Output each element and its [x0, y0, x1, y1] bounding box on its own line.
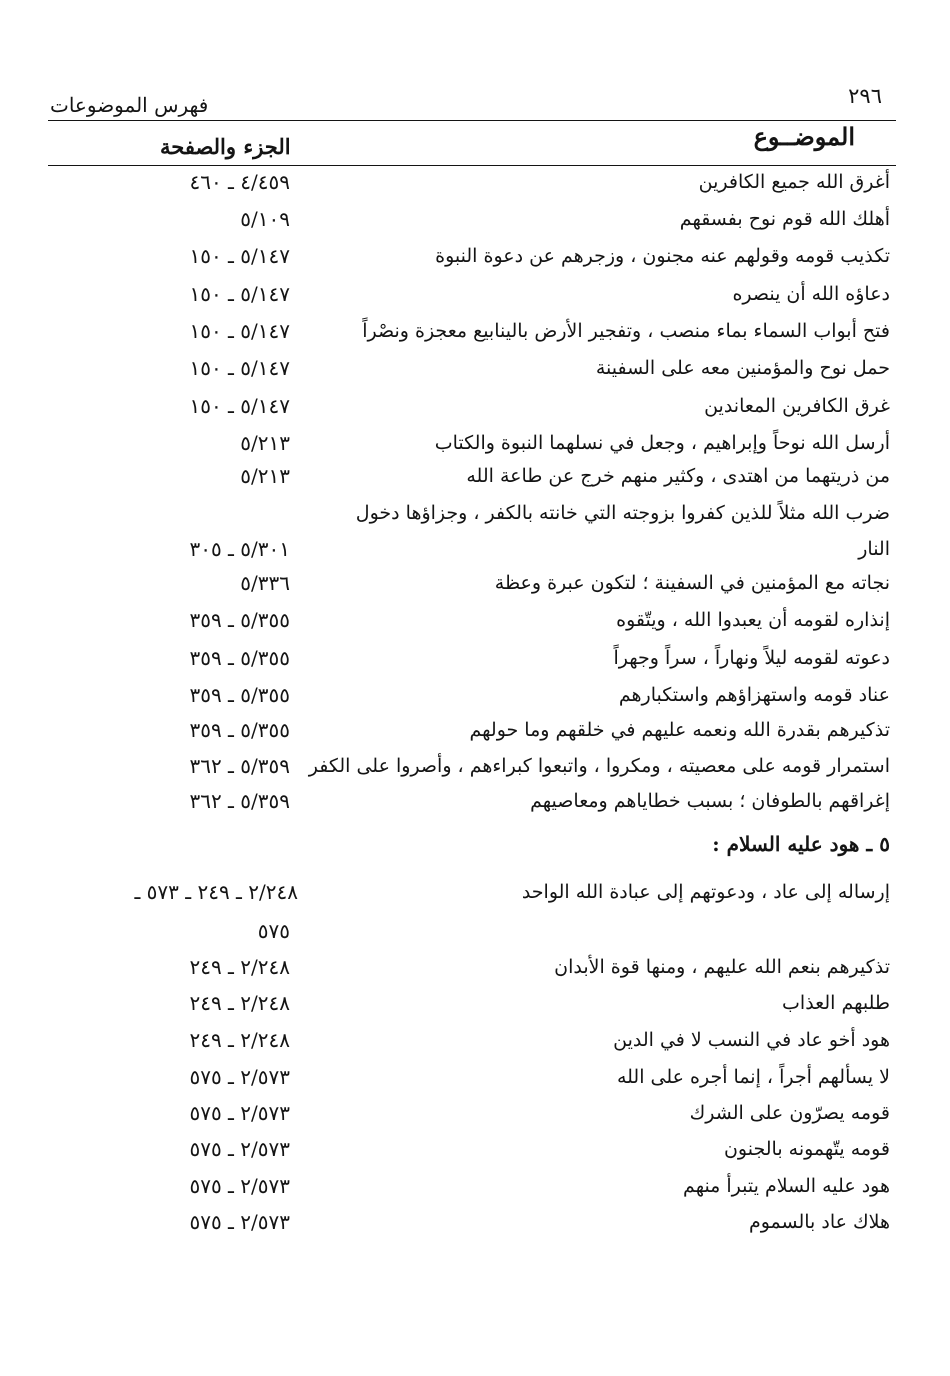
index-ref: ٥/١٤٧ ـ ١٥٠ [189, 319, 290, 343]
running-title: فهرس الموضوعات [50, 93, 209, 117]
index-row [0, 392, 950, 430]
index-ref: ٤/٤٥٩ ـ ٤٦٠ [189, 170, 290, 194]
index-row [0, 242, 950, 280]
index-topic: أغرق الله جميع الكافرين [698, 171, 890, 193]
index-topic: أهلك الله قوم نوح بفسقهم [679, 208, 890, 230]
index-row [0, 535, 950, 573]
index-row [0, 1026, 950, 1064]
index-ref: ٥/١٤٧ ـ ١٥٠ [189, 282, 290, 306]
index-topic: دعاؤه الله أن ينصره [732, 283, 890, 305]
index-ref: ٥/٣٥٥ ـ ٣٥٩ [189, 646, 290, 670]
index-ref: ٢/٢٤٨ ـ ٢٤٩ [189, 991, 290, 1015]
index-ref: ٢/٢٤٨ ـ ٢٤٩ [189, 1028, 290, 1052]
index-row [0, 1135, 950, 1173]
index-row [0, 681, 950, 719]
index-topic: نجاته مع المؤمنين في السفينة ؛ لتكون عبرة وعظة [494, 572, 890, 594]
index-row [0, 878, 950, 916]
index-topic: عناد قومه واستهزاؤهم واستكبارهم [618, 684, 890, 706]
index-topic: من ذريتهما من اهتدى ، وكثير منهم خرج عن طاعة الله [466, 465, 890, 487]
column-header-ref: الجزء والصفحة [160, 134, 291, 159]
index-topic: تكذيب قومه وقولهم عنه مجنون ، وزجرهم عن دعوة النبوة [435, 245, 890, 267]
index-topic: لا يسألهم أجراً ، إنما أجره على الله [616, 1066, 890, 1088]
index-ref: ٢/٥٧٣ ـ ٥٧٥ [189, 1065, 290, 1089]
index-topic: طلبهم العذاب [782, 992, 890, 1014]
index-ref: ٢/٢٤٨ ـ ٢٤٩ [189, 955, 290, 979]
index-ref: ٥/٣٥٩ ـ ٣٦٢ [189, 754, 290, 778]
index-topic: النار [858, 538, 890, 560]
header-rule [48, 120, 896, 121]
column-header-topic: الموضــوع [753, 122, 855, 151]
index-topic: فتح أبواب السماء بماء منصب ، وتفجير الأرض بالينابيع معجزة ونصْراً [362, 320, 890, 342]
index-ref: ٢/٥٧٣ ـ ٥٧٥ [189, 1101, 290, 1125]
index-ref: ٥/٣٣٦ [240, 571, 290, 595]
index-ref: ٢/٥٧٣ ـ ٥٧٥ [189, 1210, 290, 1234]
index-row [0, 280, 950, 318]
index-ref: ٢/٢٤٨ ـ ٢٤٩ ـ ٥٧٣ ـ [134, 880, 298, 904]
index-ref-continuation: ٥٧٥ [257, 919, 290, 943]
index-row [0, 317, 950, 355]
index-ref: ٢/٥٧٣ ـ ٥٧٥ [189, 1137, 290, 1161]
index-row [0, 787, 950, 825]
index-row [0, 953, 950, 991]
index-topic: هلاك عاد بالسموم [748, 1211, 890, 1233]
index-topic: أرسل الله نوحاً وإبراهيم ، وجعل في نسلهما النبوة والكتاب [434, 432, 890, 454]
index-row [0, 569, 950, 607]
index-topic: إنذاره لقومه أن يعبدوا الله ، ويتّقوه [616, 609, 890, 631]
index-row [0, 1063, 950, 1101]
index-topic: غرق الكافرين المعاندين [704, 395, 890, 417]
index-ref: ٥/١٤٧ ـ ١٥٠ [189, 244, 290, 268]
index-ref: ٥/٢١٣ [240, 431, 290, 455]
column-header-rule [48, 165, 896, 166]
index-topic: تذكيرهم بقدرة الله ونعمه عليهم في خلقهم وما حولهم [469, 719, 890, 741]
index-row [0, 462, 950, 500]
index-topic: تذكيرهم بنعم الله عليهم ، ومنها قوة الأبدان [554, 956, 890, 978]
index-row [0, 354, 950, 392]
index-topic: إغراقهم بالطوفان ؛ بسبب خطاياهم ومعاصيهم [530, 790, 890, 812]
index-topic: استمرار قومه على معصيته ، ومكروا ، واتبعوا كبراءهم ، وأصروا على الكفر [308, 755, 890, 777]
index-ref: ٥/٣٥٥ ـ ٣٥٩ [189, 683, 290, 707]
index-row [0, 499, 950, 537]
index-row [0, 989, 950, 1027]
index-topic: قومه يصرّون على الشرك [689, 1102, 890, 1124]
index-row [0, 716, 950, 754]
index-ref: ٥/٣٥٥ ـ ٣٥٩ [189, 718, 290, 742]
index-ref: ٥/١٠٩ [240, 207, 290, 231]
index-row [0, 168, 950, 206]
index-ref: ٥/٣٥٩ ـ ٣٦٢ [189, 789, 290, 813]
index-topic: ضرب الله مثلاً للذين كفروا بزوجته التي خانته بالكفر ، وجزاؤها دخول [355, 502, 890, 524]
index-row [0, 1099, 950, 1137]
index-ref: ٥/٣٥٥ ـ ٣٥٩ [189, 608, 290, 632]
index-ref: ٢/٥٧٣ ـ ٥٧٥ [189, 1174, 290, 1198]
index-topic: إرساله إلى عاد ، ودعوتهم إلى عبادة الله الواحد [521, 881, 890, 903]
index-topic: هود أخو عاد في النسب لا في الدين [613, 1029, 890, 1051]
index-topic: دعوته لقومه ليلاً ونهاراً ، سراً وجهراً [613, 647, 890, 669]
index-ref: ٥/٣٠١ ـ ٣٠٥ [189, 537, 290, 561]
index-row [0, 1208, 950, 1246]
index-ref: ٥/٢١٣ [240, 464, 290, 488]
index-row [0, 205, 950, 243]
index-topic: هود عليه السلام يتبرأ منهم [683, 1175, 890, 1197]
index-ref: ٥/١٤٧ ـ ١٥٠ [189, 356, 290, 380]
index-topic: حمل نوح والمؤمنين معه على السفينة [595, 357, 890, 379]
index-row [0, 606, 950, 644]
index-ref: ٥/١٤٧ ـ ١٥٠ [189, 394, 290, 418]
index-row [0, 644, 950, 682]
section-heading: ٥ ـ هود عليه السلام : [712, 832, 890, 856]
index-row [0, 752, 950, 790]
index-topic: قومه يتّهمونه بالجنون [723, 1138, 890, 1160]
index-row [0, 1172, 950, 1210]
page-number: ٢٩٦ [848, 84, 882, 108]
